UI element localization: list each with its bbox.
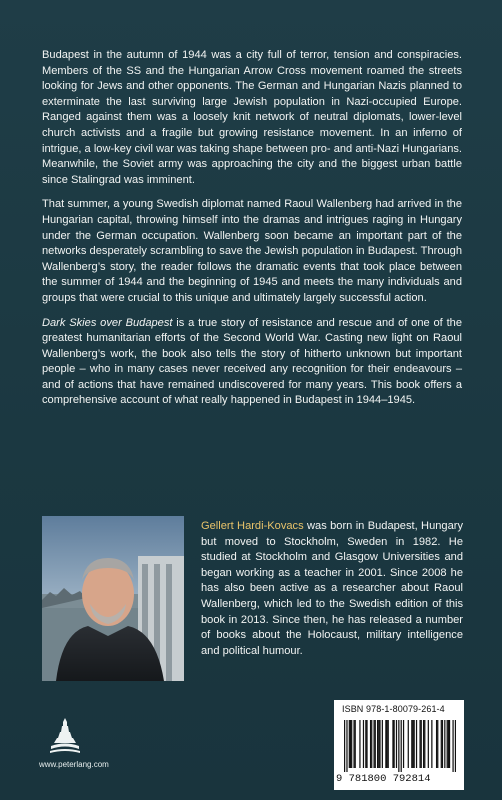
blurb-paragraph-3 — [42, 316, 462, 410]
barcode-bar — [421, 720, 422, 768]
barcode-bar — [396, 720, 397, 768]
barcode-bar — [351, 720, 352, 768]
barcode-bar — [447, 720, 448, 768]
peter-lang-lighthouse-logo-icon — [48, 716, 82, 754]
barcode-bar — [436, 720, 437, 768]
barcode-bars — [344, 720, 456, 772]
barcode-bar — [398, 720, 399, 772]
barcode-bar — [448, 720, 449, 768]
barcode-bar — [373, 720, 374, 768]
barcode-bar — [346, 720, 347, 772]
barcode-bar — [377, 720, 378, 768]
barcode-bar — [423, 720, 424, 768]
barcode-bar — [408, 720, 409, 768]
blurb — [42, 48, 462, 418]
barcode — [334, 700, 464, 790]
barcode-bar — [366, 720, 367, 768]
barcode-bar — [353, 720, 354, 768]
barcode-bar — [442, 720, 443, 768]
author-bio — [201, 519, 463, 659]
barcode-bar — [365, 720, 366, 768]
barcode-bar — [441, 720, 442, 768]
barcode-bar — [359, 720, 360, 768]
barcode-digits: 9 781800 792814 — [336, 773, 431, 785]
barcode-bar — [344, 720, 345, 772]
isbn-label: ISBN 978-1-80079-261-4 — [342, 704, 445, 714]
blurb-paragraph-1: Budapest in the autumn of 1944 was a city full of terror, tension and conspiracies. Members of the SS and the Hungarian Arrow Cross movement roamed the streets looking for Jews and other opponents. The German and Hungarian Nazis planned to exterminate the last surviving large Jewish population in Nazi-occupied Europe. Ranged against them was a loosely knit network of neutral diplomats, lower-level church activists and a fragile but growing resistance movement. In an inferno of intrigue, a low-key civil war was taking shape between pro- and anti-Nazi Hungarians. Meanwhile, the Soviet army was approaching the city and the biggest urban battle since Stalingrad was imminent. — [42, 49, 462, 186]
barcode-bar — [388, 720, 389, 768]
barcode-bar — [379, 720, 380, 768]
barcode-bar — [370, 720, 371, 768]
barcode-bar — [392, 720, 393, 768]
barcode-bar — [403, 720, 404, 768]
barcode-bar — [363, 720, 364, 768]
author-photo — [42, 516, 184, 681]
barcode-bar — [371, 720, 372, 768]
barcode-bar — [350, 720, 351, 768]
barcode-bar — [382, 720, 383, 768]
barcode-bar — [394, 720, 395, 768]
barcode-bar — [452, 720, 453, 772]
barcode-bar — [449, 720, 450, 768]
barcode-bar — [414, 720, 415, 768]
barcode-bar — [419, 720, 420, 768]
barcode-bar — [412, 720, 413, 768]
barcode-bar — [437, 720, 438, 768]
author-name: Gellert Hardi-Kovacs — [201, 520, 304, 532]
barcode-bar — [411, 720, 412, 768]
barcode-bar — [378, 720, 379, 768]
book-title: Dark Skies over Budapest — [42, 316, 173, 329]
barcode-bar — [431, 720, 432, 768]
author-bio-text: was born in Budapest, Hungary but moved to Stockholm, Sweden in 1982. He studied at Stockholm and Glasgow Universities and began working as a teacher in 2001. Since 2008 he has also been active as a researcher about Raoul Wallenberg, which led to the Swedish edition of this book in 2013. Since then, he has released a number of books about the Holocaust, military intelligence and political humour. — [201, 520, 463, 657]
publisher-url: www.peterlang.com — [39, 760, 109, 769]
blurb-paragraph-3-text: is a true story of resistance and rescue and of one of the greatest humanitarian efforts of the Second World War. Casting new light on Raoul Wallenberg’s work, the book also tells the story of hitherto unknown but important people – who in many cases never received any recognition for their endeavours – and of actions that have remained undiscovered for many years. This book offers a comprehensive account of what really happened in Budapest in 1944–1945. — [42, 316, 462, 407]
barcode-bar — [455, 720, 456, 772]
author-photo-image — [42, 516, 184, 681]
barcode-bar — [386, 720, 387, 768]
barcode-bar — [444, 720, 445, 768]
barcode-bar — [424, 720, 425, 768]
barcode-bar — [401, 720, 402, 772]
barcode-bar — [375, 720, 376, 768]
barcode-bar — [428, 720, 429, 768]
barcode-bar — [385, 720, 386, 768]
barcode-bar — [416, 720, 417, 768]
barcode-bar — [355, 720, 356, 768]
barcode-bar — [349, 720, 350, 768]
blurb-paragraph-2: That summer, a young Swedish diplomat named Raoul Wallenberg had arrived in the Hungarian capital, throwing himself into the dramas and intrigues raging in Hungary under the German occupation. Wallenberg soon became an important part of the networks desperately scrambling to save the Jewish population in Budapest. Through Wallenberg’s story, the reader follows the dramatic events that took place between the summer of 1944 and the beginning of 1945 and meets the many individuals and groups that were crucial to this unique and ultimately largely successful action. — [42, 198, 462, 304]
